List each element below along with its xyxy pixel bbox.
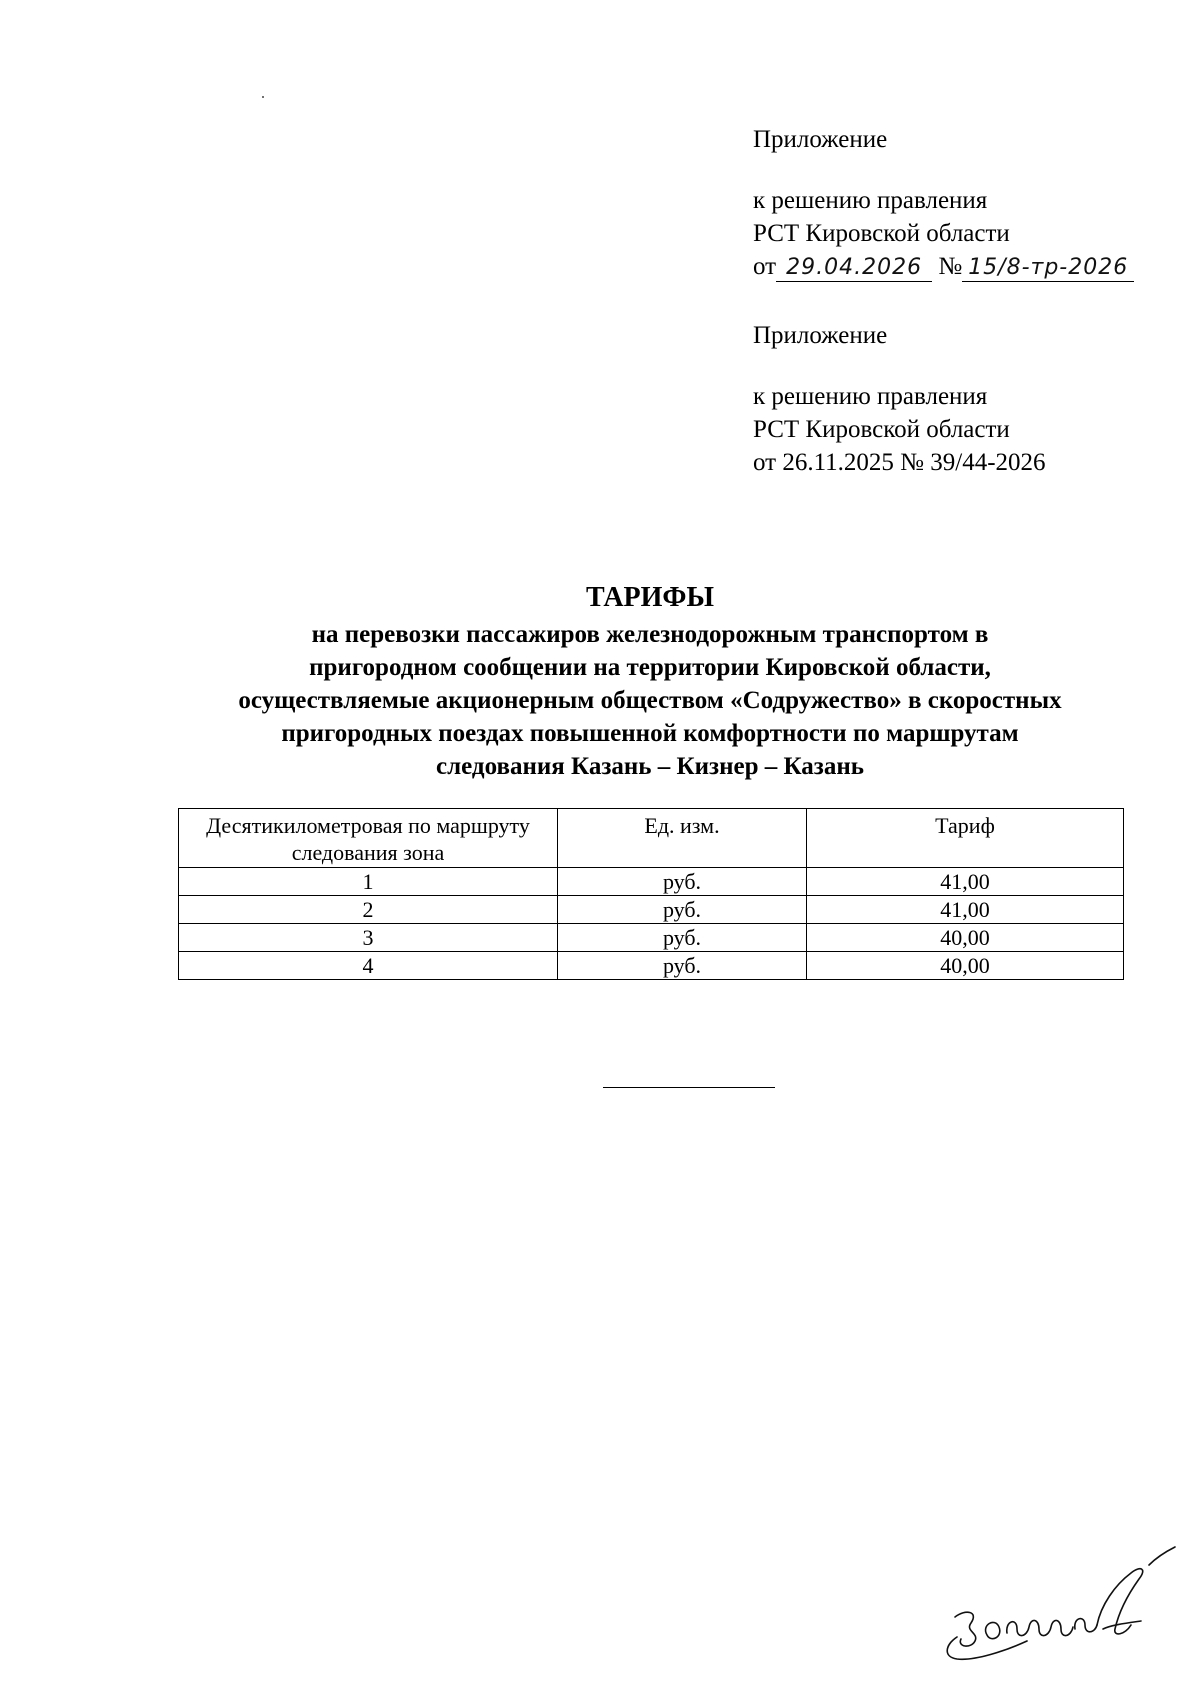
number-sign: № — [938, 253, 963, 280]
table-row — [179, 952, 1124, 980]
table-row — [179, 868, 1124, 896]
heading-line-2: пригородном сообщении на территории Кировской области, — [309, 654, 991, 681]
appendix-authority-line: РСТ Кировской области — [753, 220, 1010, 247]
appendix-title: Приложение — [753, 126, 888, 153]
cell-unit: руб. — [558, 896, 807, 924]
cell-zone: 4 — [179, 952, 558, 980]
heading-line-1: на перевозки пассажиров железнодорожным транспортом в — [311, 621, 989, 648]
cell-tariff: 40,00 — [807, 952, 1124, 980]
heading-line-5: следования Казань – Кизнер – Казань — [436, 753, 864, 780]
cell-zone: 3 — [179, 924, 558, 952]
appendix-title: Приложение — [753, 322, 888, 349]
appendix-current — [753, 123, 1134, 283]
header-unit: Ед. изм. — [558, 809, 807, 868]
cell-zone: 1 — [179, 868, 558, 896]
appendix-decision-line: к решению правления — [753, 187, 988, 214]
handwritten-signature — [935, 1545, 1185, 1675]
end-of-document-divider — [603, 1087, 775, 1088]
cell-tariff: 41,00 — [807, 868, 1124, 896]
cell-tariff: 40,00 — [807, 924, 1124, 952]
table-header-row — [179, 809, 1124, 868]
cell-unit: руб. — [558, 924, 807, 952]
header-zone-line-1: Десятикилометровая по маршруту — [206, 813, 530, 838]
scan-speck — [262, 96, 264, 98]
page-title: ТАРИФЫ — [586, 582, 714, 613]
cell-zone: 2 — [179, 896, 558, 924]
header-zone-line-2: следования зона — [291, 840, 445, 865]
appendix-previous — [753, 319, 1046, 479]
date-prefix: от — [753, 253, 777, 280]
table-row — [179, 924, 1124, 952]
cell-unit: руб. — [558, 868, 807, 896]
heading-line-4: пригородных поездах повышенной комфортности по маршрутам — [281, 720, 1019, 747]
document-heading — [170, 580, 1130, 783]
handwritten-number: 15/8-тр-2026 — [962, 255, 1134, 282]
appendix-date-line — [753, 250, 1134, 283]
cell-unit: руб. — [558, 952, 807, 980]
heading-line-3: осуществляемые акционерным обществом «Содружество» в скоростных — [238, 687, 1062, 714]
appendix-date-number-line: от 26.11.2025 № 39/44-2026 — [753, 449, 1046, 476]
table-row — [179, 896, 1124, 924]
header-zone — [179, 809, 558, 868]
tariffs-table — [178, 808, 1124, 980]
header-tariff: Тариф — [807, 809, 1124, 868]
appendix-decision-line: к решению правления — [753, 383, 988, 410]
appendix-authority-line: РСТ Кировской области — [753, 416, 1010, 443]
handwritten-date: 29.04.2026 — [776, 255, 932, 282]
cell-tariff: 41,00 — [807, 896, 1124, 924]
